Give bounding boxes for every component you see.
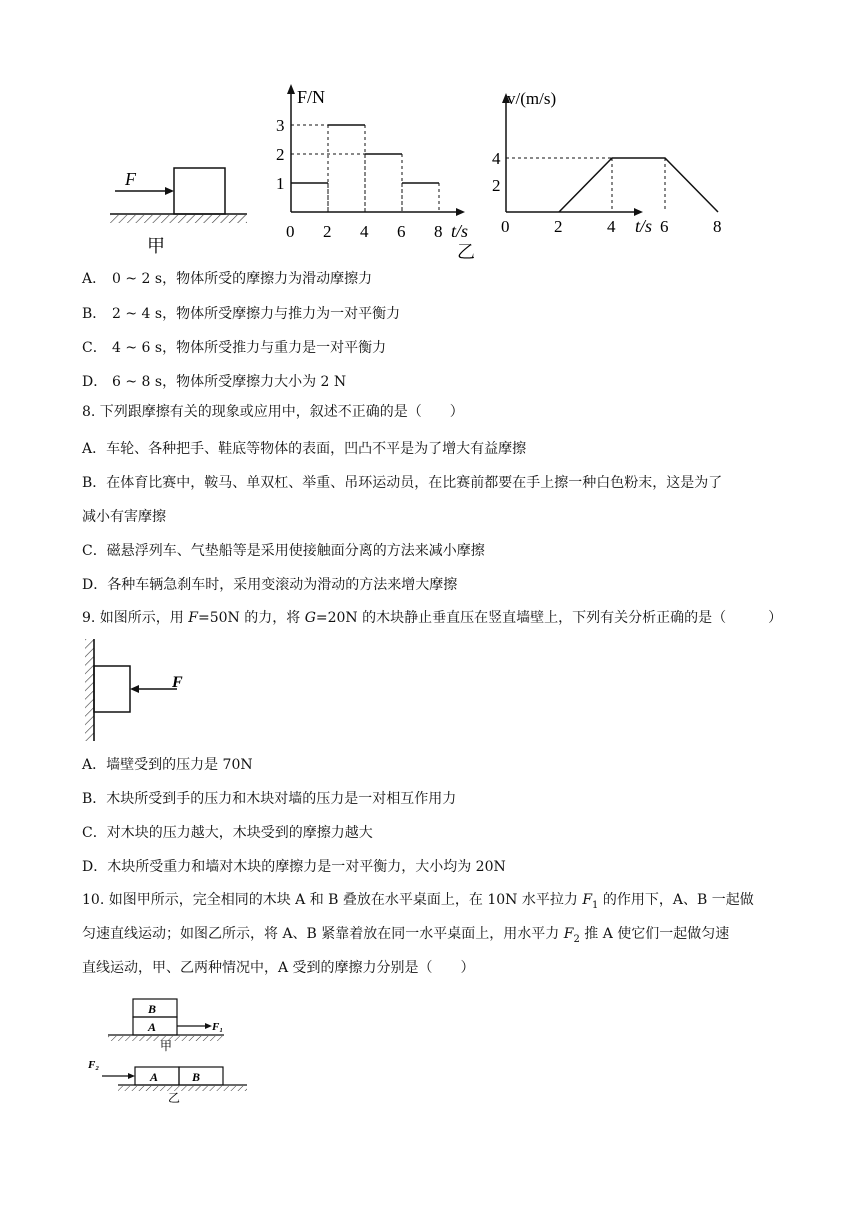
x-tick-6: 6 bbox=[660, 217, 669, 236]
figure-wall-block bbox=[80, 636, 195, 744]
q8-option-d: D．各种车辆急刹车时，采用变滚动为滑动的方法来增大摩擦 bbox=[82, 577, 458, 593]
caption-jia: 甲 bbox=[147, 236, 165, 256]
svg-text:乙: 乙 bbox=[168, 1091, 181, 1105]
q8-option-b: B．在体育比赛中，鞍马、单双杠、举重、吊环运动员，在比赛前都要在手上擦一种白色粉末，这是为了 bbox=[82, 475, 723, 491]
figure-jia-block bbox=[105, 160, 255, 255]
y-tick-1: 1 bbox=[276, 174, 285, 193]
caption-yi: 乙 bbox=[457, 242, 475, 262]
q9-option-d: D．木块所受重力和墙对木块的摩擦力是一对平衡力，大小均为 20N bbox=[82, 859, 506, 875]
svg-text:F₁: F₁ bbox=[212, 1021, 224, 1033]
q8-option-b-cont: 减小有害摩擦 bbox=[82, 509, 166, 525]
q9-option-b: B．木块所受到手的压力和木块对墙的压力是一对相互作用力 bbox=[82, 791, 457, 807]
v-t-graph bbox=[490, 82, 722, 242]
x-tick-8: 8 bbox=[713, 217, 722, 236]
svg-text:A: A bbox=[150, 1070, 159, 1084]
block-b-row bbox=[179, 1067, 223, 1085]
svg-text:B: B bbox=[192, 1070, 201, 1084]
svg-text:F₂: F₂ bbox=[88, 1059, 100, 1071]
x-tick-0: 0 bbox=[501, 217, 510, 236]
q9-option-a: A．墙壁受到的压力是 70N bbox=[82, 757, 253, 773]
x-tick-2: 2 bbox=[554, 217, 563, 236]
y-tick-2: 2 bbox=[492, 176, 501, 195]
block bbox=[94, 666, 130, 712]
q9-stem: 9. 如图所示，用 F=50N 的力，将 G=20N 的木块静止垂直压在竖直墙壁上，下列有关分析正确的是（ ） bbox=[82, 610, 783, 626]
x-tick-0: 0 bbox=[286, 222, 295, 241]
q10-line1: 10. 如图甲所示，完全相同的木块 A 和 B 叠放在水平桌面上，在 10N 水平拉力 $F_1$ 的作用下，A、B 一起做 bbox=[82, 892, 754, 911]
q8-stem: 8. 下列跟摩擦有关的现象或应用中，叙述不正确的是（ ） bbox=[82, 404, 464, 420]
y-tick-2: 2 bbox=[276, 145, 285, 164]
q9-option-c: C．对木块的压力越大，木块受到的摩擦力越大 bbox=[82, 825, 373, 841]
y-tick-4: 4 bbox=[492, 149, 501, 168]
q7-option-a: A． 0 ~ 2 s，物体所受的摩擦力为滑动摩擦力 bbox=[82, 271, 373, 287]
velocity-line bbox=[559, 158, 718, 212]
x-tick-2: 2 bbox=[323, 222, 332, 241]
x-label: t/s bbox=[635, 216, 653, 236]
x-tick-6: 6 bbox=[397, 222, 406, 241]
q7-option-b: B． 2 ~ 4 s，物体所受摩擦力与推力为一对平衡力 bbox=[82, 306, 401, 322]
svg-text:A: A bbox=[148, 1020, 157, 1034]
block bbox=[174, 168, 225, 214]
q8-option-c: C．磁悬浮列车、气垫船等是采用使接触面分离的方法来减小摩擦 bbox=[82, 543, 485, 559]
q8-option-a: A．车轮、各种把手、鞋底等物体的表面，凹凸不平是为了增大有益摩擦 bbox=[82, 441, 527, 457]
y-tick-3: 3 bbox=[276, 116, 285, 135]
y-label: v/(m/s) bbox=[507, 89, 557, 108]
force-label: F bbox=[125, 169, 136, 189]
q7-option-d: D． 6 ~ 8 s，物体所受摩擦力大小为 2 N bbox=[82, 374, 347, 390]
figure-stacked-blocks bbox=[82, 992, 257, 1104]
svg-text:B: B bbox=[148, 1002, 157, 1016]
svg-text:甲: 甲 bbox=[160, 1039, 173, 1053]
q10-line2: 匀速直线运动；如图乙所示，将 A、B 紧靠着放在同一水平桌面上，用水平力 $F_2$ 推 A 使它们一起做匀速 bbox=[82, 926, 730, 945]
x-label: t/s bbox=[451, 221, 469, 241]
x-tick-8: 8 bbox=[434, 222, 443, 241]
q7-option-c: C． 4 ~ 6 s，物体所受推力与重力是一对平衡力 bbox=[82, 340, 387, 356]
x-tick-4: 4 bbox=[360, 222, 369, 241]
y-label: F/N bbox=[297, 87, 326, 107]
force-label: F bbox=[172, 674, 183, 691]
x-tick-4: 4 bbox=[607, 217, 616, 236]
q10-line3: 直线运动，甲、乙两种情况中，A 受到的摩擦力分别是（ ） bbox=[82, 960, 475, 976]
f-t-graph bbox=[268, 78, 473, 263]
